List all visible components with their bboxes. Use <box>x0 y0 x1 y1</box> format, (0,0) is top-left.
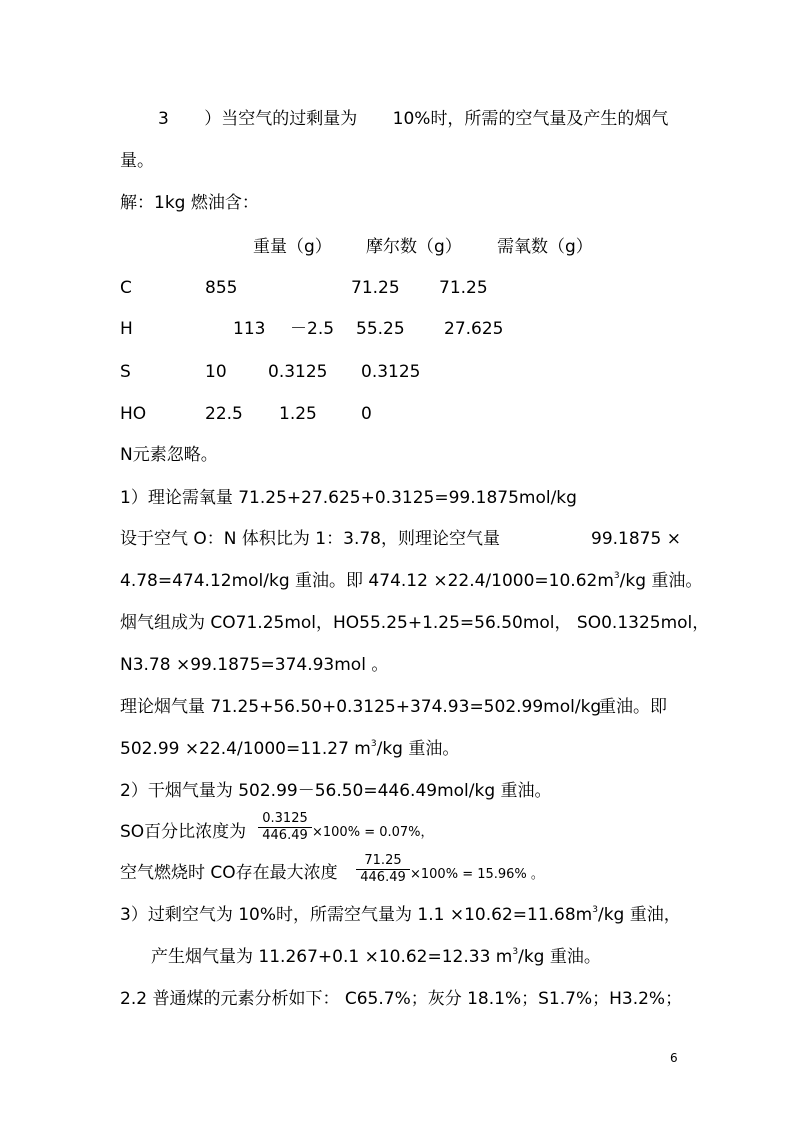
cubic-superscript: 3 <box>613 571 620 581</box>
theoretical-flue-suffix: 重油。即 <box>599 697 667 717</box>
co2-result: ×100% = 15.96% 。 <box>410 867 544 882</box>
problem-value: 10% <box>392 109 431 129</box>
flue-volume-unit: /kg 重油。 <box>376 739 460 759</box>
problem-text: ）当空气的过剩量为 <box>204 109 358 129</box>
n-note: N元素忽略。 <box>120 445 218 465</box>
co2-fraction-denominator: 446.49 <box>360 870 406 885</box>
problem-heading-cont: 量。 <box>120 151 154 171</box>
page-number: 6 <box>670 1051 678 1065</box>
step2-line: 2）干烟气量为 502.99－56.50=446.49mol/kg 重油。 <box>120 781 552 801</box>
problem-heading <box>158 108 668 130</box>
cubic-superscript: 3 <box>370 739 377 749</box>
so2-fraction-denominator: 446.49 <box>262 828 308 843</box>
col-header-oxygen: 需氧数（g） <box>497 237 593 257</box>
table-cell: 0.3125 <box>361 362 421 382</box>
so2-fraction <box>258 811 312 844</box>
problem-rest: 时，所需的空气量及产生的烟气 <box>430 109 669 129</box>
so2-result: ×100% = 0.07%， <box>312 825 434 840</box>
excess-flue-text: 产生烟气量为 11.267+0.1 ×10.62=12.33 m <box>151 947 513 967</box>
table-cell: 1.25 <box>279 404 317 424</box>
excess-air-unit: /kg 重油， <box>597 905 681 925</box>
table-cell: 10 <box>205 362 227 382</box>
table-cell: 71.25 <box>439 278 488 298</box>
excess-flue-line <box>151 946 601 971</box>
solution-intro: 解：1kg 燃油含： <box>120 193 259 213</box>
theoretical-air-line <box>120 570 702 595</box>
nitrogen-line: N3.78 ×99.1875=374.93mol 。 <box>120 655 389 675</box>
table-cell: 0.3125 <box>268 362 328 382</box>
air-ratio-line: 设于空气 O：N 体积比为 1：3.78，则理论空气量 <box>120 529 500 549</box>
row-element: HO <box>120 404 147 424</box>
table-cell: 22.5 <box>205 404 243 424</box>
theoretical-air-unit: /kg 重油。 <box>619 571 703 591</box>
row-element: C <box>120 278 132 298</box>
excess-air-text: 3）过剩空气为 10%时，所需空气量为 1.1 ×10.62=11.68m <box>120 905 593 925</box>
problem-number: 3 <box>158 109 169 129</box>
col-header-moles: 摩尔数（g） <box>366 237 462 257</box>
row-element: S <box>120 362 131 382</box>
cubic-superscript: 3 <box>592 905 598 915</box>
table-cell: 27.625 <box>444 319 504 339</box>
theoretical-air-text: 4.78=474.12mol/kg 重油。即 474.12 ×22.4/1000=10.62m <box>120 571 614 591</box>
co2-fraction <box>356 853 410 886</box>
table-cell: 55.25 <box>356 319 405 339</box>
step3-line <box>120 904 681 929</box>
table-cell: －2.5 <box>290 319 335 339</box>
table-cell: 855 <box>205 278 238 298</box>
col-header-weight: 重量（g） <box>253 237 332 257</box>
table-cell: 113 <box>233 319 266 339</box>
so2-fraction-numerator: 0.3125 <box>258 811 312 828</box>
so2-concentration-label: SO百分比浓度为 <box>120 822 247 842</box>
co2-fraction-numerator: 71.25 <box>356 853 410 870</box>
table-cell: 71.25 <box>351 278 400 298</box>
flue-volume-text: 502.99 ×22.4/1000=11.27 m <box>120 739 371 759</box>
theoretical-flue-line: 理论烟气量 71.25+56.50+0.3125+374.93=502.99mol/kg <box>120 697 602 717</box>
excess-flue-unit: /kg 重油。 <box>518 947 601 967</box>
air-ratio-value: 99.1875 × <box>591 529 681 549</box>
flue-volume-line <box>120 738 459 763</box>
row-element: H <box>120 319 133 339</box>
co2-max-label: 空气燃烧时 CO存在最大浓度 <box>120 863 338 883</box>
cubic-superscript: 3 <box>512 947 519 957</box>
flue-gas-composition: 烟气组成为 CO71.25mol，HO55.25+1.25=56.50mol， SO0.1325mol， <box>120 613 710 633</box>
problem-2-2-line: 2.2 普通煤的元素分析如下： C65.7%；灰分 18.1%；S1.7%；H3.2%； <box>120 989 683 1009</box>
table-cell: 0 <box>361 404 372 424</box>
step1-line: 1）理论需氧量 71.25+27.625+0.3125=99.1875mol/kg <box>120 488 577 508</box>
